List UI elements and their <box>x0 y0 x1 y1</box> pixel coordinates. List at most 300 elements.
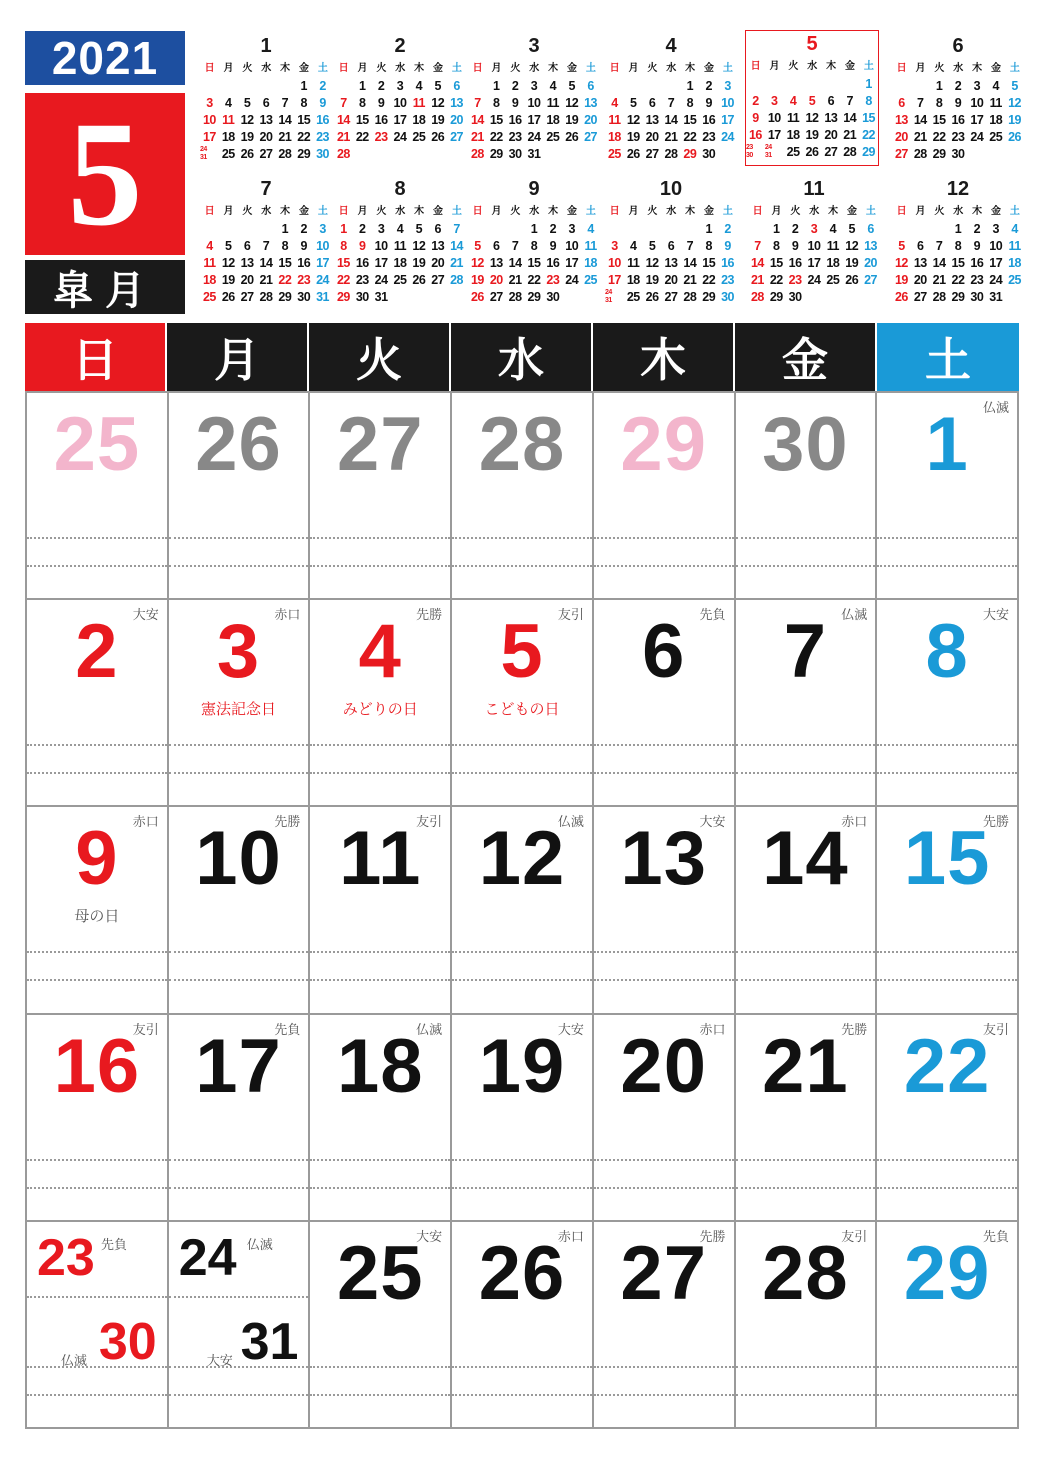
mini-day: 6 <box>667 239 675 253</box>
day-number: 28 <box>762 1230 849 1316</box>
mini-day: 25 <box>221 147 235 161</box>
mini-weekday: 火 <box>242 63 252 74</box>
mini-day: 24 <box>374 273 388 287</box>
mini-weekday: 月 <box>491 206 502 217</box>
memo-line <box>736 979 876 981</box>
mini-day: 25 <box>546 130 560 144</box>
mini-day: 27 <box>645 147 659 161</box>
memo-line <box>27 979 167 981</box>
weekday-thursday: 木 <box>593 323 735 391</box>
mini-day: 18 <box>786 128 800 142</box>
mini-day: 2 <box>791 222 799 236</box>
mini-day: 20 <box>431 256 445 270</box>
mini-day: 11 <box>989 96 1002 110</box>
mini-day: 8 <box>359 96 366 110</box>
day-number: 15 <box>903 816 991 902</box>
mini-day: 9 <box>954 96 962 110</box>
mini-day: 21 <box>913 130 927 144</box>
memo-line <box>452 979 592 981</box>
mini-day: 18 <box>202 273 216 287</box>
mini-day: 29 <box>489 147 503 161</box>
mini-day: 24 31 <box>764 144 772 159</box>
mini-day: 4 <box>415 79 423 93</box>
mini-day: 14 <box>683 256 697 270</box>
mini-day: 4 <box>1011 222 1018 236</box>
mini-day: 10 <box>374 239 388 253</box>
memo-line <box>169 744 309 746</box>
mini-day <box>823 289 842 306</box>
mini-day: 19 <box>221 273 235 287</box>
mini-weekday: 土 <box>317 206 328 217</box>
mini-weekday: 金 <box>990 206 1001 217</box>
mini-day: 18 <box>1008 256 1022 270</box>
mini-day <box>986 146 1005 163</box>
mini-day: 28 <box>683 290 697 304</box>
mini-day: 8 <box>705 239 712 253</box>
mini-calendar-6 <box>892 33 1024 163</box>
mini-day: 4 <box>396 222 404 236</box>
mini-day: 25 <box>393 273 407 287</box>
mini-day: 2 <box>377 79 385 93</box>
mini-day: 7 <box>262 239 270 253</box>
memo-line <box>877 951 1017 953</box>
mini-day: 16 <box>508 113 522 127</box>
mini-weekday: 金 <box>566 63 577 74</box>
mini-day: 7 <box>935 239 943 253</box>
mini-day: 9 <box>377 96 385 110</box>
mini-day: 11 <box>393 239 407 253</box>
day-cell-6 <box>594 598 736 805</box>
mini-day: 13 <box>864 239 878 253</box>
mini-day: 17 <box>527 113 541 127</box>
day-number: 27 <box>620 1230 707 1316</box>
mini-day: 15 <box>336 256 350 270</box>
mini-day: 4 <box>206 239 213 253</box>
day-cell-10 <box>169 805 311 1012</box>
day-cell-13 <box>594 805 736 1012</box>
mini-weekday: 土 <box>317 63 328 74</box>
mini-day: 27 <box>824 145 838 159</box>
mini-day <box>643 78 662 95</box>
mini-day: 8 <box>340 239 347 253</box>
mini-day <box>391 289 410 306</box>
mini-day: 21 <box>259 273 273 287</box>
mini-weekday: 木 <box>972 206 982 217</box>
mini-day <box>911 78 930 95</box>
mini-day: 13 <box>450 96 464 110</box>
mini-day: 21 <box>932 273 946 287</box>
memo-line <box>310 772 450 774</box>
mini-day: 23 <box>355 273 369 287</box>
mini-day: 30 <box>788 290 802 304</box>
mini-day: 7 <box>667 96 675 110</box>
mini-day: 9 <box>300 239 307 253</box>
mini-weekday: 火 <box>647 206 657 217</box>
mini-day: 5 <box>648 239 656 253</box>
mini-day: 12 <box>805 111 819 125</box>
mini-weekday: 日 <box>338 63 349 74</box>
mini-calendar-title: 1 <box>260 35 272 57</box>
mini-weekday: 火 <box>788 61 798 72</box>
mini-day: 3 <box>530 79 538 93</box>
mini-day: 21 <box>470 130 484 144</box>
mini-day: 24 <box>970 130 984 144</box>
mini-calendar-title: 8 <box>394 178 406 200</box>
mini-day <box>275 78 294 95</box>
memo-line <box>594 537 734 539</box>
mini-day: 29 <box>932 147 946 161</box>
mini-day: 27 <box>431 273 445 287</box>
mini-day: 24 <box>316 273 330 287</box>
mini-day: 28 <box>470 147 484 161</box>
mini-day: 12 <box>412 239 426 253</box>
mini-weekday: 土 <box>1009 206 1020 217</box>
memo-line <box>736 772 876 774</box>
mini-day: 2 <box>549 222 557 236</box>
mini-day: 6 <box>434 222 441 236</box>
mini-day: 15 <box>297 113 311 127</box>
memo-line <box>310 537 450 539</box>
mini-day: 17 <box>565 256 579 270</box>
day-number: 29 <box>903 1230 991 1316</box>
memo-line <box>169 537 309 539</box>
mini-day: 12 <box>221 256 235 270</box>
mini-day: 23 <box>508 130 522 144</box>
mini-weekday: 日 <box>609 63 620 74</box>
memo-line <box>27 1187 167 1189</box>
day-cell-30 <box>736 391 878 598</box>
day-cell-2 <box>27 598 169 805</box>
mini-day <box>447 146 466 163</box>
mini-day <box>257 221 276 238</box>
day-cell-29 <box>594 391 736 598</box>
mini-day: 12 <box>431 96 445 110</box>
mini-day: 5 <box>898 239 905 253</box>
mini-weekday: 金 <box>298 206 309 217</box>
day-number: 25 <box>53 402 141 487</box>
mini-day: 24 <box>989 273 1003 287</box>
mini-day: 29 <box>297 147 311 161</box>
mini-day <box>840 76 859 93</box>
mini-day: 12 <box>240 113 254 127</box>
memo-line <box>452 1159 592 1161</box>
day-cell-8 <box>877 598 1019 805</box>
mini-day: 14 <box>843 111 857 125</box>
mini-day: 1 <box>954 222 962 236</box>
day-number: 29 <box>620 402 707 487</box>
mini-weekday: 水 <box>666 206 676 217</box>
day-number: 23 <box>37 1228 95 1287</box>
mini-day: 10 <box>989 239 1003 253</box>
mini-day: 25 <box>584 273 598 287</box>
mini-day: 1 <box>686 79 694 93</box>
mini-day: 1 <box>340 222 347 236</box>
mini-day: 9 <box>511 96 519 110</box>
mini-day: 22 <box>489 130 503 144</box>
mini-weekday: 火 <box>647 63 657 74</box>
mini-day: 18 <box>393 256 407 270</box>
mini-day <box>468 221 487 238</box>
mini-day <box>662 78 681 95</box>
mini-day: 18 <box>607 130 621 144</box>
day-number: 14 <box>762 816 849 902</box>
mini-day: 14 <box>508 256 522 270</box>
day-cell-19 <box>452 1013 594 1220</box>
mini-day: 14 <box>450 239 464 253</box>
mini-day <box>219 221 238 238</box>
mini-day: 21 <box>278 130 292 144</box>
mini-day: 23 <box>546 273 560 287</box>
mini-day: 10 <box>316 239 330 253</box>
memo-line <box>594 772 734 774</box>
memo-line <box>877 1159 1017 1161</box>
weekday-monday: 月 <box>167 323 309 391</box>
mini-weekday: 水 <box>261 206 271 217</box>
mini-day: 15 <box>932 113 946 127</box>
mini-day: 17 <box>374 256 388 270</box>
mini-day: 20 <box>894 130 908 144</box>
mini-weekday: 日 <box>204 206 215 217</box>
memo-line <box>169 1394 309 1396</box>
day-cell-17 <box>169 1013 311 1220</box>
mini-day <box>487 221 506 238</box>
mini-calendar-title: 2 <box>394 35 406 57</box>
mini-day <box>861 289 880 306</box>
mini-day: 11 <box>412 96 425 110</box>
mini-day: 29 <box>951 290 965 304</box>
day-number: 20 <box>620 1023 707 1109</box>
mini-day: 17 <box>807 256 821 270</box>
mini-day: 26 <box>240 147 254 161</box>
mini-weekday: 月 <box>915 206 926 217</box>
day-number: 24 <box>178 1228 237 1287</box>
mini-day: 13 <box>664 256 678 270</box>
memo-line <box>594 744 734 746</box>
mini-day: 30 <box>702 147 716 161</box>
rokuyo-label: 先勝 <box>699 1229 726 1245</box>
mini-calendar-1 <box>200 33 332 163</box>
mini-day: 11 <box>826 239 839 253</box>
mini-day: 26 <box>221 290 235 304</box>
mini-day: 19 <box>431 113 445 127</box>
mini-weekday: 日 <box>609 206 620 217</box>
mini-day: 10 <box>970 96 984 110</box>
memo-line <box>736 1159 876 1161</box>
rokuyo-label: 先勝 <box>841 1022 868 1038</box>
mini-weekday: 月 <box>628 206 639 217</box>
day-number: 22 <box>903 1023 991 1109</box>
mini-day: 21 <box>683 273 697 287</box>
mini-day <box>967 146 986 163</box>
mini-day: 20 <box>824 128 838 142</box>
mini-weekday: 日 <box>472 63 483 74</box>
mini-day: 6 <box>648 96 656 110</box>
mini-day: 1 <box>935 79 943 93</box>
mini-day: 25 <box>607 147 621 161</box>
day-number: 16 <box>53 1023 141 1109</box>
day-cell-14 <box>736 805 878 1012</box>
memo-line <box>310 565 450 567</box>
mini-weekday: 火 <box>934 63 944 74</box>
day-cell-15 <box>877 805 1019 1012</box>
mini-day: 10 <box>607 256 621 270</box>
mini-weekday: 火 <box>242 206 252 217</box>
mini-day: 7 <box>511 239 519 253</box>
mini-day: 3 <box>810 222 818 236</box>
mini-day: 14 <box>470 113 484 127</box>
mini-day: 4 <box>225 96 232 110</box>
mini-day: 28 <box>278 147 292 161</box>
mini-weekday: 木 <box>548 206 558 217</box>
memo-line <box>169 772 309 774</box>
memo-line <box>877 537 1017 539</box>
rokuyo-label: 大安 <box>982 608 1009 624</box>
memo-line <box>877 979 1017 981</box>
mini-day: 5 <box>243 96 251 110</box>
rokuyo-label: 友引 <box>841 1229 868 1245</box>
mini-calendar-8 <box>334 176 466 306</box>
mini-day: 6 <box>867 222 874 236</box>
mini-day: 12 <box>626 113 640 127</box>
mini-day: 3 <box>206 96 213 110</box>
mini-day: 6 <box>493 239 500 253</box>
day-cell-18 <box>310 1013 452 1220</box>
mini-day: 28 <box>259 290 273 304</box>
mini-weekday: 月 <box>357 206 368 217</box>
mini-day: 30 <box>546 290 560 304</box>
mini-day: 27 <box>894 147 908 161</box>
mini-day: 15 <box>489 113 503 127</box>
mini-day: 15 <box>769 256 783 270</box>
holiday-name: 憲法記念日 <box>201 700 277 719</box>
mini-day: 2 <box>973 222 981 236</box>
mini-day <box>257 78 276 95</box>
day-number: 31 <box>240 1312 299 1371</box>
mini-weekday: 月 <box>491 63 502 74</box>
mini-day <box>581 146 600 163</box>
weekday-header <box>25 323 1019 391</box>
mini-day: 20 <box>450 113 464 127</box>
day-number: 25 <box>337 1230 424 1316</box>
rokuyo-label: 先負 <box>699 608 726 624</box>
mini-day: 29 <box>702 290 716 304</box>
day-cell-27 <box>310 391 452 598</box>
memo-line <box>452 565 592 567</box>
mini-day: 2 <box>752 94 759 108</box>
mini-weekday: 水 <box>953 63 963 74</box>
mini-day: 4 <box>630 239 637 253</box>
mini-day: 15 <box>355 113 369 127</box>
day-number: 1 <box>925 402 969 487</box>
mini-calendar-10 <box>605 176 737 306</box>
day-number: 10 <box>195 816 282 902</box>
mini-day: 16 <box>355 256 369 270</box>
mini-day: 5 <box>568 79 575 93</box>
mini-day: 4 <box>992 79 999 93</box>
mini-day: 17 <box>970 113 984 127</box>
memo-line <box>310 744 450 746</box>
rokuyo-label: 大安 <box>416 1229 443 1245</box>
mini-day <box>428 146 447 163</box>
mini-day: 20 <box>864 256 878 270</box>
day-number: 21 <box>762 1023 849 1109</box>
mini-day: 15 <box>951 256 965 270</box>
mini-day: 25 <box>989 130 1003 144</box>
memo-line <box>594 951 734 953</box>
mini-day: 31 <box>374 290 388 304</box>
divider-dotted <box>27 1296 167 1298</box>
mini-day: 11 <box>222 113 235 127</box>
mini-day: 5 <box>848 222 855 236</box>
mini-day: 7 <box>281 96 289 110</box>
memo-line <box>594 1366 734 1368</box>
mini-weekday: 金 <box>846 206 857 217</box>
mini-day: 24 <box>721 130 735 144</box>
rokuyo-label: 友引 <box>416 815 443 831</box>
day-number: 26 <box>195 402 282 487</box>
memo-line <box>736 951 876 953</box>
mini-day: 1 <box>300 79 307 93</box>
mini-weekday: 木 <box>826 61 836 72</box>
mini-day <box>238 221 257 238</box>
rokuyo-label: 仏滅 <box>61 1353 88 1369</box>
mini-day: 6 <box>262 96 270 110</box>
mini-day: 8 <box>865 94 872 108</box>
mini-day: 17 <box>202 130 216 144</box>
mini-day <box>765 76 784 93</box>
mini-day <box>219 78 238 95</box>
mini-day: 5 <box>1011 79 1018 93</box>
mini-weekday: 日 <box>896 206 907 217</box>
mini-day: 4 <box>829 222 837 236</box>
mini-day: 20 <box>645 130 659 144</box>
day-cell-12 <box>452 805 594 1012</box>
mini-day: 26 <box>645 290 659 304</box>
memo-line <box>452 772 592 774</box>
mini-day: 3 <box>611 239 618 253</box>
mini-day: 30 <box>355 290 369 304</box>
mini-day: 6 <box>587 79 594 93</box>
mini-day: 20 <box>240 273 254 287</box>
mini-day: 14 <box>664 113 678 127</box>
mini-day <box>842 289 861 306</box>
memo-line <box>452 1394 592 1396</box>
mini-day: 9 <box>973 239 981 253</box>
mini-day: 19 <box>845 256 859 270</box>
mini-day <box>1005 289 1024 306</box>
mini-day: 18 <box>412 113 426 127</box>
memo-line <box>877 1394 1017 1396</box>
mini-day: 3 <box>396 79 404 93</box>
memo-line <box>452 744 592 746</box>
mini-day: 2 <box>359 222 366 236</box>
mini-day: 13 <box>259 113 273 127</box>
mini-day: 20 <box>664 273 678 287</box>
mini-day: 17 <box>989 256 1003 270</box>
memo-line <box>27 744 167 746</box>
mini-weekday: 水 <box>395 63 405 74</box>
mini-calendar-2 <box>334 33 466 163</box>
mini-day: 21 <box>336 130 350 144</box>
mini-day <box>605 221 624 238</box>
day-cell-4 <box>310 598 452 805</box>
mini-day: 9 <box>752 111 759 125</box>
mini-weekday: 火 <box>376 63 386 74</box>
mini-weekday: 金 <box>566 206 577 217</box>
mini-day: 21 <box>508 273 522 287</box>
mini-weekday: 木 <box>828 206 838 217</box>
mini-day: 19 <box>240 130 254 144</box>
